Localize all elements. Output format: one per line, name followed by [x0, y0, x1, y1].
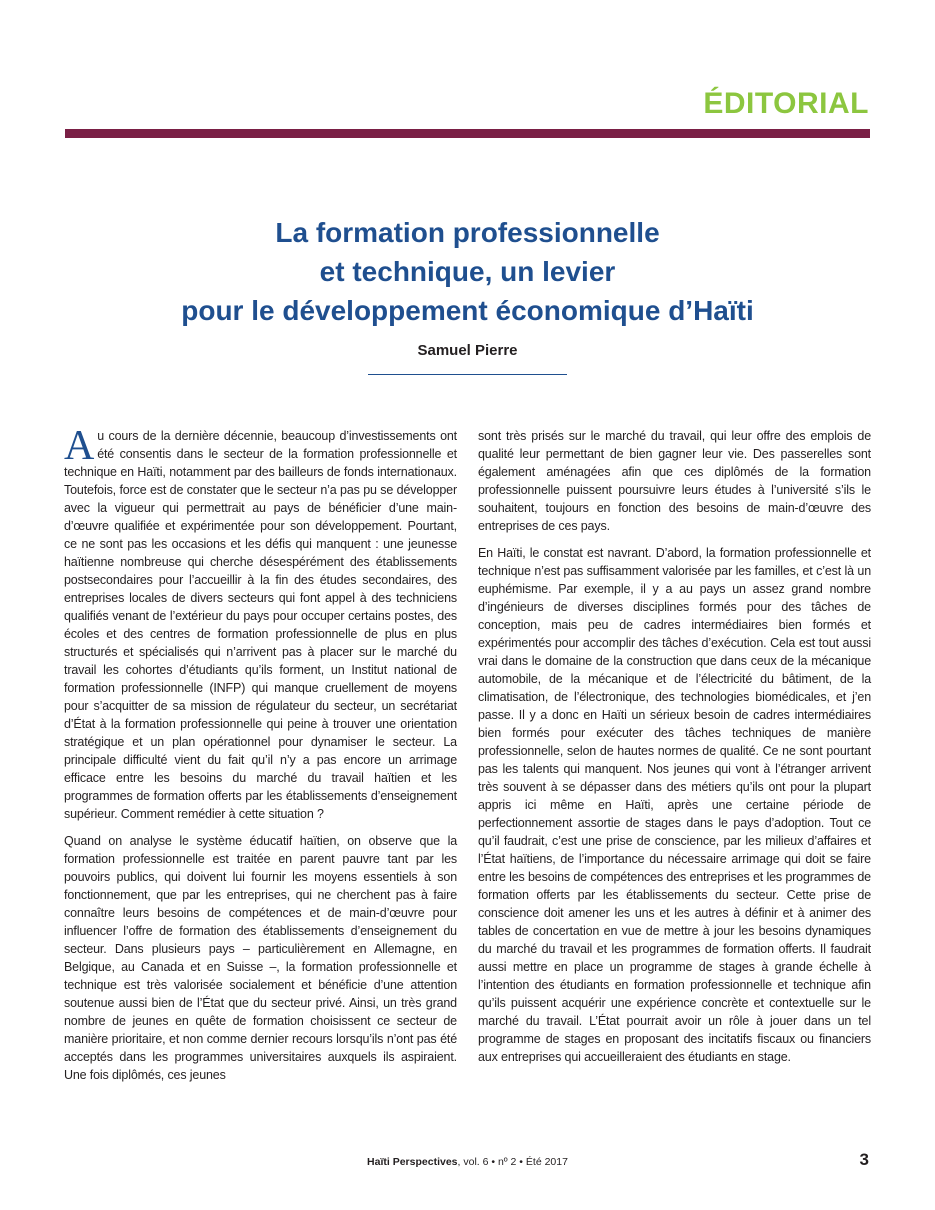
paragraph: sont très prisés sur le marché du travail, qui leur offre des emplois de qualité leur permettant de bien gagner leur vie. Des passerelles sont également aménagées afin que ces diplômés de la formation professionnelle puissent poursuivre leurs études à l’université s’ils le souhaitent, toujours en fonction des besoins de main-d’œuvre des entreprises de ces pays. — [478, 429, 871, 533]
author-divider — [368, 374, 567, 375]
title-line: pour le développement économique d’Haïti — [181, 295, 754, 326]
drop-cap: A — [64, 423, 95, 469]
title-line: La formation professionnelle — [275, 217, 660, 248]
journal-name: Haïti Perspectives — [367, 1156, 458, 1168]
section-label: ÉDITORIAL — [703, 87, 869, 120]
right-column — [478, 427, 871, 1075]
paragraph: Quand on analyse le système éducatif haïtien, on observe que la formation professionnelle est traitée en parent pauvre tant par les pouvoirs publics, qui doivent lui fournir les moyens essentiels à son fonctionnement, que par les entreprises, qui ne cherchent pas à faire connaître leurs besoins de compétences et de main-d’œuvre pour influencer l’offre de formation des établissements d’enseignement du secteur. Dans plusieurs pays – particulièrement en Allemagne, en Belgique, au Canada et en Suisse –, la formation professionnelle et technique est très valorisée socialement et bénéficie d’une attention soutenue aussi bien de l’État que du secteur privé. Ainsi, un très grand nombre de jeunes en quête de formation choisissent ce secteur de manière prioritaire, et non comme dernier recours lorsqu’ils n’ont pas été acceptés dans les programmes universitaires auxquels ils aspiraient. Une fois diplômés, ces jeunes — [64, 834, 457, 1082]
paragraph: En Haïti, le constat est navrant. D’abord, la formation professionnelle et technique n’est pas suffisamment valorisée par les familles, et c’est là un euphémisme. Par exemple, il y a au pays un assez grand nombre d’ingénieurs de diverses disciplines formés pour des tâches de conception, mais peu de cadres intermédiaires bien formés et expérimentés pour accomplir des tâches d’exécution. Cela est tout aussi vrai dans le domaine de la construction que dans ceux de la mécanique automobile, de la mécanique et de l’électricité du bâtiment, de la climatisation, de l’électronique, des technologies biomédicales, et j’en passe. Il y a donc en Haïti un sérieux besoin de cadres intermédiaires bien formés pour exécuter des tâches techniques de manière professionnelle, selon de hautes normes de qualité. Ce ne sont pourtant pas les talents qui manquent. Nos jeunes qui vont à l’étranger arrivent très souvent à se dépasser dans des métiers qu’ils ont pour la plupart appris ici même en Haïti, après une certaine période de perfectionnement assortie de stages dans le pays d’adoption. Tout ce qu’il faudrait, c’est une prise de conscience, par les milieux d’affaires et l’État haïtiens, de l’importance du nécessaire arrimage qui doit se faire entre les besoins de compétences des entreprises et les programmes de formation offerts par les établissements du secteur. Cette prise de conscience doit amener les uns et les autres à définir et à animer des tables de concertation en vue de mettre à jour les besoins dynamiques du marché du travail et les programmes de formation offerts. Il faudrait aussi mettre en place un programme de stages à grande échelle à l’intention des étudiants en formation professionnelle et technique afin qu’ils puissent acquérir une expérience concrète et contextuelle sur le marché du travail. L’État pourrait avoir un rôle à jouer dans un tel programme de stages en proposant des incitatifs fiscaux ou financiers aux entreprises qui accueilleraient des étudiants en stage. — [478, 546, 871, 1064]
author-name: Samuel Pierre — [417, 342, 518, 359]
page-number: 3 — [859, 1150, 869, 1169]
paragraph-text: u cours de la dernière décennie, beaucoup d’investissements ont été consentis dans le secteur de la formation professionnelle et technique en Haïti, notamment par des bailleurs de fonds internationaux. Toutefois, force est de constater que le secteur n’a pas pu se développer avec la vigueur qui permettrait au pays de bénéficier d’une main-d’œuvre qualifiée et expérimentée pour son développement. Pourtant, ce ne sont pas les occasions et les défis qui manquent : une jeunesse haïtienne nombreuse qui cherche désespérément des établissements postsecondaires pour l’accueillir à la fin des études secondaires, des entreprises locales de divers secteurs qui font appel à des techniciens qualifiés venant de l’extérieur du pays pour occuper certains postes, des écoles et des centres de formation professionnelle de plus en plus structurés et spécialisés qui n’arrivent pas à placer sur le marché du travail les cohortes d’étudiants qu’ils forment, un Institut national de formation professionnelle (INFP) qui manque cruellement de moyens pour s’acquitter de sa mission de régulateur du secteur, un secrétariat d’État à la formation professionnelle qui peine à trouver une orientation stratégique et un plan opérationnel pour dynamiser le secteur. La principale difficulté vient du fait qu’il n’y a pas encore un arrimage efficace entre les besoins du marché du travail haïtien et les programmes de formation offerts par les établissements d’enseignement supérieur. Comment remédier à cette situation ? — [64, 429, 457, 821]
header-rule — [65, 129, 870, 138]
paragraph — [64, 423, 457, 823]
article-title — [60, 213, 875, 330]
title-line: et technique, un levier — [319, 256, 616, 287]
left-column — [64, 423, 457, 1093]
footer-citation — [0, 1155, 935, 1169]
issue-info: , vol. 6 • nº 2 • Été 2017 — [457, 1156, 568, 1168]
